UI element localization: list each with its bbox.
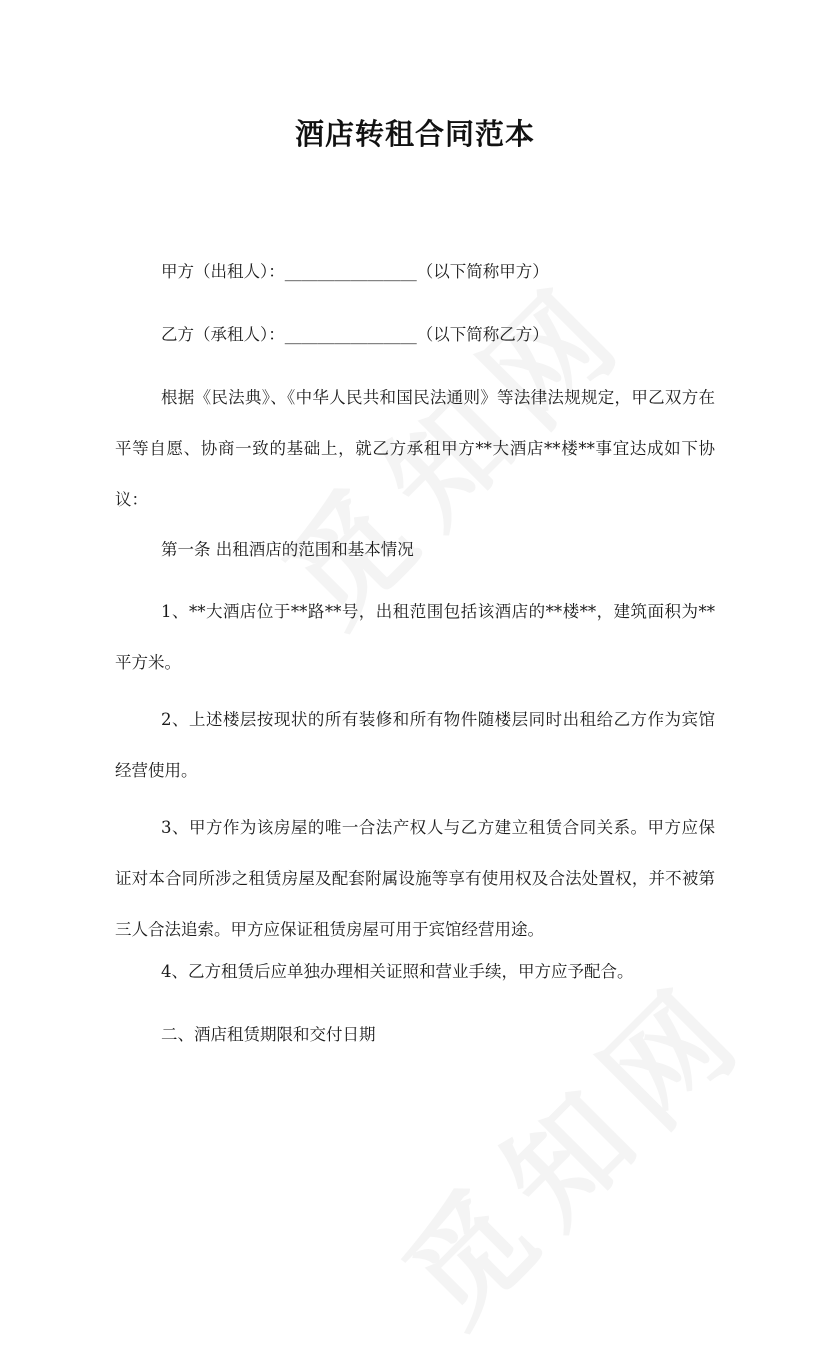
document-title: 酒店转租合同范本 bbox=[294, 117, 535, 151]
clause-4: 4、乙方租赁后应单独办理相关证照和营业手续，甲方应予配合。 bbox=[161, 962, 634, 981]
party-a-line bbox=[115, 246, 715, 297]
party-b-label: 乙方（承租人）： bbox=[161, 325, 285, 344]
clause-2: 2、上述楼层按现状的所有装修和所有物件随楼层同时出租给乙方作为宾馆经营使用。 bbox=[115, 710, 715, 780]
party-b-line bbox=[115, 309, 715, 360]
party-a-label: 甲方（出租人）： bbox=[161, 262, 285, 281]
party-a-blank: ________________ bbox=[284, 262, 417, 281]
section-2-heading: 二、酒店租赁期限和交付日期 bbox=[161, 1025, 376, 1044]
watermark bbox=[361, 937, 780, 1355]
party-b-blank: ________________ bbox=[284, 325, 417, 344]
party-a-suffix: （以下简称甲方） bbox=[416, 262, 549, 281]
clause-1: 1、**大酒店位于**路**号，出租范围包括该酒店的**楼**，建筑面积为**平方米。 bbox=[115, 602, 715, 672]
article-1-heading: 第一条 出租酒店的范围和基本情况 bbox=[161, 540, 414, 559]
preamble-paragraph: 根据《民法典》、《中华人民共和国民法通则》等法律法规规定，甲乙双方在平等自愿、协商一致的基础上，就乙方承租甲方**大酒店**楼**事宜达成如下协议： bbox=[115, 388, 715, 509]
party-b-suffix: （以下简称乙方） bbox=[416, 325, 549, 344]
clause-3: 3、甲方作为该房屋的唯一合法产权人与乙方建立租赁合同关系。甲方应保证对本合同所涉之租赁房屋及配套附属设施等享有使用权及合法处置权，并不被第三人合法追索。甲方应保证租赁房屋可用于宾馆经营用途。 bbox=[115, 818, 715, 939]
